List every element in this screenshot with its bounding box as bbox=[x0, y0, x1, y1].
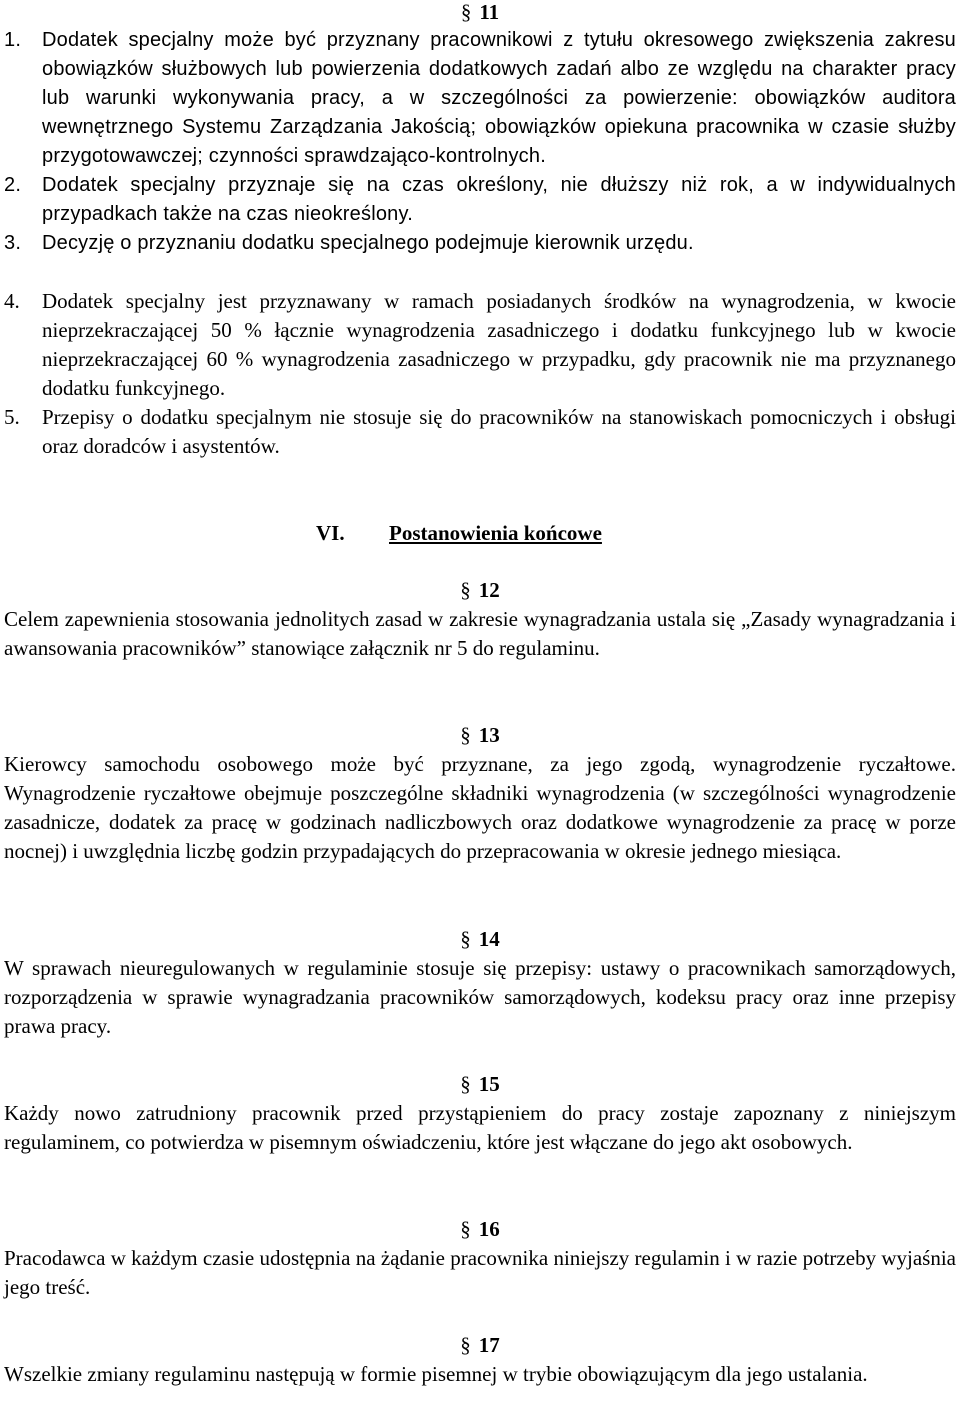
item-text: Przepisy o dodatku specjalnym nie stosuje się do pracowników na stanowiskach pomocniczych i obsługi oraz doradców i asystentów. bbox=[42, 405, 956, 458]
paragraph-symbol: § bbox=[460, 1072, 471, 1096]
item-text: Decyzję o przyznaniu dodatku specjalnego podejmuje kierownik urzędu. bbox=[42, 232, 694, 254]
section-number: 13 bbox=[478, 723, 500, 747]
section-heading-16 bbox=[0, 1217, 960, 1241]
paragraph-symbol: § bbox=[460, 1333, 471, 1357]
section-12-text: Celem zapewnienia stosowania jednolitych zasad w zakresie wynagradzania ustala się „Zasady wynagradzania i awansowania pracowników” stanowiące załącznik nr 5 do regulaminu. bbox=[4, 607, 956, 660]
item-number: 5. bbox=[4, 405, 20, 429]
section-14-text: W sprawach nieuregulowanych w regulaminie stosuje się przepisy: ustawy o pracownikach samorządowych, rozporządzenia w sprawie wynagradzania pracowników samorządowych, kodeksu pracy oraz inne przepisy prawa pracy. bbox=[4, 956, 956, 1038]
paragraph-symbol: § bbox=[460, 0, 472, 24]
item-number: 3. bbox=[4, 232, 22, 254]
paragraph-symbol: § bbox=[460, 723, 471, 747]
list-item bbox=[4, 403, 956, 461]
item-text: Dodatek specjalny przyznaje się na czas określony, nie dłuższy niż rok, a w indywidualnych przypadkach także na czas nieokreślony. bbox=[42, 174, 956, 225]
section-number: 14 bbox=[478, 927, 500, 951]
list-item bbox=[4, 287, 956, 403]
item-text: Dodatek specjalny jest przyznawany w ramach posiadanych środków na wynagrodzenia, w kwocie nieprzekraczającej 50 % łącznie wynagrodzenia zasadniczego i dodatku funkcyjnego lub w kwocie nieprzekraczającej 60 % wynagrodzenia zasadniczego w przypadku, gdy pracownik nie ma przyznanego dodatku funkcyjnego. bbox=[42, 289, 956, 400]
section-number: 15 bbox=[478, 1072, 500, 1096]
item-number: 4. bbox=[4, 289, 20, 313]
section-11-list-cont bbox=[4, 287, 956, 461]
section-15-text: Każdy nowo zatrudniony pracownik przed przystąpieniem do pracy zostaje zapoznany z niniejszym regulaminem, co potwierdza w pisemnym oświadczeniu, które jest włączane do jego akt osobowych. bbox=[4, 1101, 956, 1154]
section-13-text: Kierowcy samochodu osobowego może być przyznane, za jego zgodą, wynagrodzenie ryczałtowe. Wynagrodzenie ryczałtowe obejmuje poszczególne składniki wynagrodzenia (w szczególności wynagrodzenie zasadnicze, dodatek za pracę w godzinach nadliczbowych oraz dodatkowe wynagrodzenie za pracę w porze nocnej) i uwzględnia liczbę godzin przypadających do przepracowania w okresie jednego miesiąca. bbox=[4, 752, 956, 863]
section-heading-11 bbox=[0, 0, 960, 24]
item-number: 2. bbox=[4, 174, 22, 196]
section-number: 11 bbox=[479, 0, 500, 24]
list-item bbox=[4, 171, 956, 229]
paragraph-symbol: § bbox=[460, 927, 471, 951]
section-16-text: Pracodawca w każdym czasie udostępnia na żądanie pracownika niniejszy regulamin i w razie potrzeby wyjaśnia jego treść. bbox=[4, 1246, 956, 1299]
section-number: 12 bbox=[478, 578, 500, 602]
section-number: 16 bbox=[478, 1217, 500, 1241]
list-item bbox=[4, 229, 956, 258]
section-heading-15 bbox=[0, 1072, 960, 1096]
chapter-title: Postanowienia końcowe bbox=[389, 521, 602, 545]
list-item bbox=[4, 26, 956, 171]
section-number: 17 bbox=[478, 1333, 500, 1357]
section-heading-12 bbox=[0, 578, 960, 602]
chapter-number: VI. bbox=[316, 521, 345, 545]
paragraph-symbol: § bbox=[460, 1217, 471, 1241]
item-text: Dodatek specjalny może być przyznany pracownikowi z tytułu okresowego zwiększenia zakresu obowiązków służbowych lub powierzenia dodatkowych zadań albo ze względu na charakter pracy lub warunki wykonywania pracy, a w szczególności za powierzenie: obowiązków auditora wewnętrznego Systemu Zarządzania Jakością; obowiązków opiekuna pracownika w czasie służby przygotowawczej; czynności sprawdzająco-kontrolnych. bbox=[42, 29, 956, 167]
paragraph-symbol: § bbox=[460, 578, 471, 602]
section-17-text: Wszelkie zmiany regulaminu następują w formie pisemnej w trybie obowiązującym dla jego ustalania. bbox=[4, 1362, 868, 1386]
item-number: 1. bbox=[4, 29, 22, 51]
section-heading-14 bbox=[0, 927, 960, 951]
section-heading-17 bbox=[0, 1333, 960, 1357]
section-11-list bbox=[4, 26, 956, 258]
section-heading-13 bbox=[0, 723, 960, 747]
